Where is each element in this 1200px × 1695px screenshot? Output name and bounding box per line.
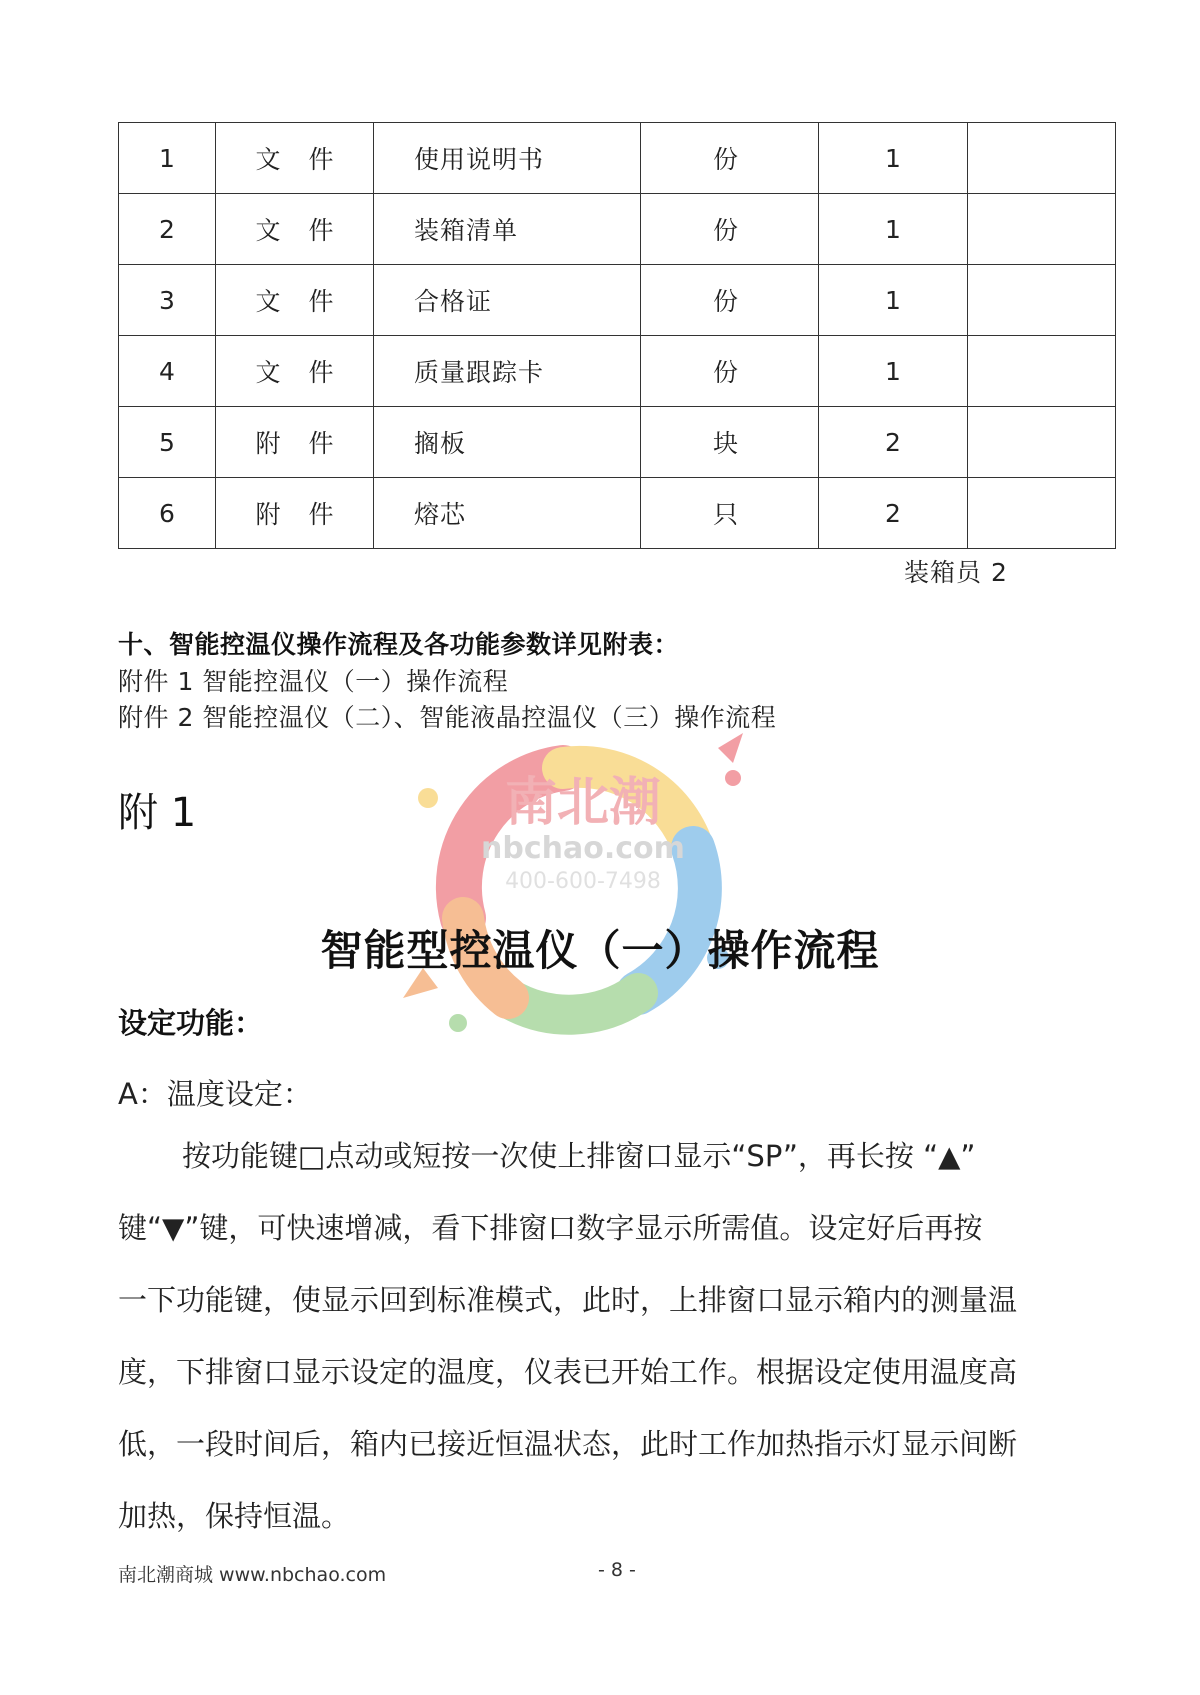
table-row: [119, 194, 1116, 265]
paragraph-line-text: 按功能键□点动或短按一次使上排窗口显示“SP”，再长按 “▲”: [182, 1139, 976, 1173]
settings-heading: 设定功能：: [118, 1006, 264, 1040]
table-row: [119, 478, 1116, 549]
table-row: [119, 265, 1116, 336]
watermark-domain: nbchao.com: [481, 831, 685, 866]
watermark-brand: 南北潮: [504, 772, 662, 833]
row-number: 1: [119, 123, 216, 194]
row-note: [968, 123, 1116, 194]
row-unit: 只: [641, 478, 819, 549]
row-number: 6: [119, 478, 216, 549]
row-unit: 份: [641, 265, 819, 336]
row-category: 文件: [216, 194, 374, 265]
paragraph-line: [118, 1120, 1118, 1192]
row-note: [968, 407, 1116, 478]
footer-site: 南北潮商城 www.nbchao.com: [118, 1564, 387, 1586]
watermark-phone: 400-600-7498: [505, 869, 661, 894]
packer-signature: 装箱员 2: [904, 558, 1008, 587]
row-quantity: 2: [819, 478, 968, 549]
table-row: [119, 407, 1116, 478]
row-quantity: 1: [819, 265, 968, 336]
paragraph-line: 键“▼”键，可快速增减，看下排窗口数字显示所需值。设定好后再按: [118, 1211, 983, 1245]
row-number: 4: [119, 336, 216, 407]
row-quantity: 1: [819, 123, 968, 194]
row-unit: 份: [641, 194, 819, 265]
page-number: - 8 -: [598, 1559, 636, 1581]
row-number: 5: [119, 407, 216, 478]
nbchao-watermark-logo: [388, 708, 778, 1068]
table-row: [119, 123, 1116, 194]
section-heading: 十、智能控温仪操作流程及各功能参数详见附表：: [118, 630, 680, 659]
row-item: 合格证: [374, 265, 641, 336]
packing-list-table: [118, 122, 1116, 549]
row-category: 文件: [216, 123, 374, 194]
paragraph-line: 低，一段时间后，箱内已接近恒温状态，此时工作加热指示灯显示间断: [118, 1427, 1018, 1461]
row-note: [968, 194, 1116, 265]
row-unit: 份: [641, 336, 819, 407]
row-number: 3: [119, 265, 216, 336]
row-category: 附件: [216, 407, 374, 478]
row-item: 搁板: [374, 407, 641, 478]
row-category: 文件: [216, 336, 374, 407]
row-quantity: 1: [819, 336, 968, 407]
row-note: [968, 265, 1116, 336]
row-number: 2: [119, 194, 216, 265]
appendix-label: 附 1: [118, 790, 197, 836]
temperature-setting-paragraph: [118, 1120, 1118, 1552]
paragraph-line: 加热，保持恒温。: [118, 1499, 351, 1533]
paragraph-line: 一下功能键，使显示回到标准模式，此时，上排窗口显示箱内的测量温: [118, 1283, 1018, 1317]
row-item: 装箱清单: [374, 194, 641, 265]
row-note: [968, 478, 1116, 549]
row-unit: 份: [641, 123, 819, 194]
row-category: 文件: [216, 265, 374, 336]
row-item: 熔芯: [374, 478, 641, 549]
row-quantity: 2: [819, 407, 968, 478]
row-category: 附件: [216, 478, 374, 549]
row-unit: 块: [641, 407, 819, 478]
paragraph-line: 度，下排窗口显示设定的温度，仪表已开始工作。根据设定使用温度高: [118, 1355, 1018, 1389]
row-item: 质量跟踪卡: [374, 336, 641, 407]
temperature-setting-label: A：温度设定：: [118, 1077, 312, 1111]
attachment-2-line: 附件 2 智能控温仪（二）、智能液晶控温仪（三）操作流程: [118, 703, 777, 732]
row-item: 使用说明书: [374, 123, 641, 194]
row-quantity: 1: [819, 194, 968, 265]
attachment-1-line: 附件 1 智能控温仪（一）操作流程: [118, 667, 509, 696]
document-title: 智能型控温仪（一）操作流程: [320, 926, 880, 975]
row-note: [968, 336, 1116, 407]
table-row: [119, 336, 1116, 407]
